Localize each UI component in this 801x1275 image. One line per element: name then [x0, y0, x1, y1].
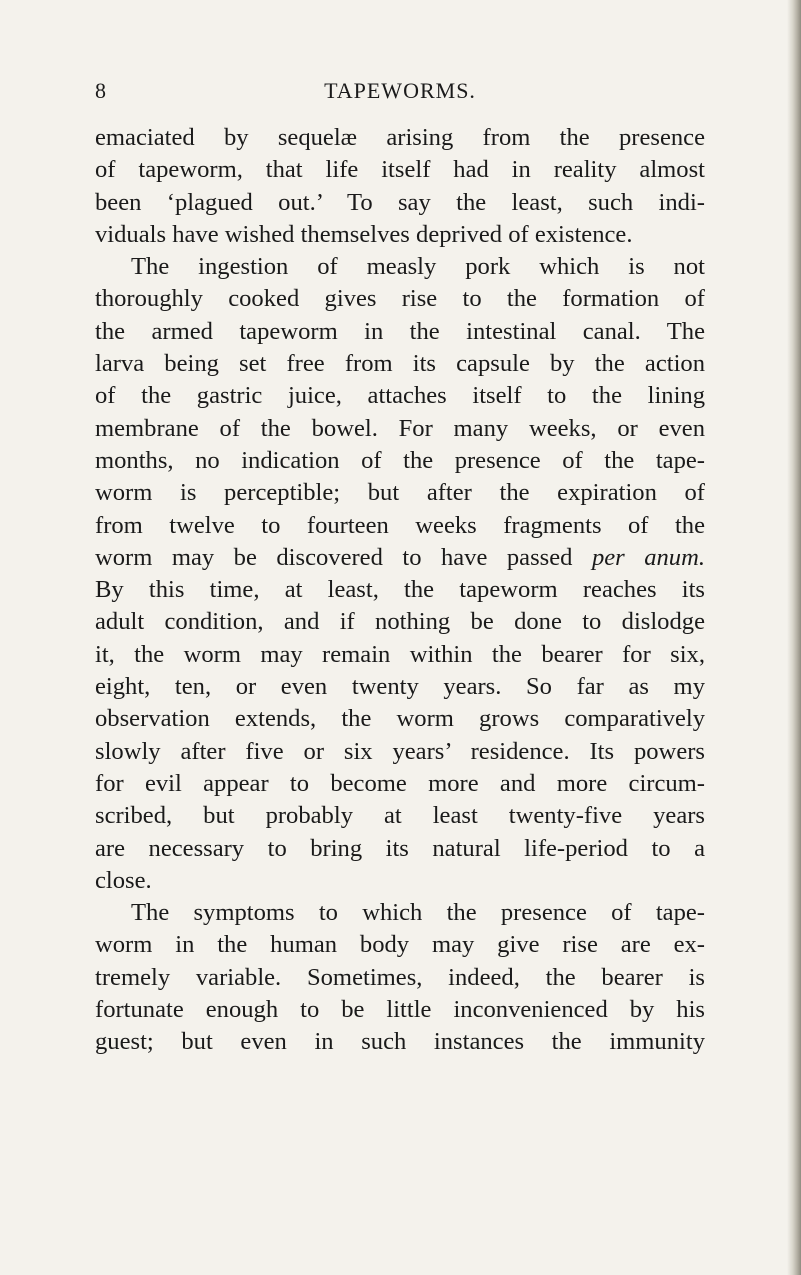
text-line: been ‘plagued out.’ To say the least, such indi- [95, 188, 705, 216]
text-line: adult condition, and if nothing be done to dislodge [95, 608, 705, 636]
text-line: fortunate enough to be little inconvenienced by his [95, 996, 705, 1024]
text-segment: worm may be discovered to have passed [95, 543, 573, 571]
text-line: worm is perceptible; but after the expiration of [95, 479, 705, 507]
page-number: 8 [95, 78, 107, 103]
running-title: TAPEWORMS. [324, 78, 476, 103]
text-line: of the gastric juice, attaches itself to the lining [95, 382, 705, 410]
text-line: months, no indication of the presence of the tape- [95, 446, 705, 474]
text-line: tremely variable. Sometimes, indeed, the bearer is [95, 963, 705, 991]
text-line: of tapeworm, that life itself had in reality almost [95, 156, 705, 184]
text-line: for evil appear to become more and more circum- [95, 769, 705, 797]
page-header [95, 78, 705, 108]
text-line-with-italic [95, 542, 705, 574]
text-line: By this time, at least, the tapeworm reaches its [95, 576, 705, 604]
text-line: The symptoms to which the presence of tape- [131, 899, 705, 927]
text-line: membrane of the bowel. For many weeks, or even [95, 414, 705, 442]
text-line: larva being set free from its capsule by the action [95, 350, 705, 378]
text-line: The ingestion of measly pork which is not [131, 253, 705, 281]
text-line: scribed, but probably at least twenty-five years [95, 802, 705, 830]
text-line: close. [95, 866, 152, 894]
text-line: from twelve to fourteen weeks fragments of the [95, 511, 705, 539]
text-line: worm in the human body may give rise are ex- [95, 931, 705, 959]
text-line: slowly after five or six years’ residence. Its powers [95, 737, 705, 765]
text-line: thoroughly cooked gives rise to the formation of [95, 285, 705, 313]
italic-phrase: per anum. [591, 543, 705, 571]
text-line: observation extends, the worm grows comparatively [95, 705, 705, 733]
text-line: the armed tapeworm in the intestinal canal. The [95, 317, 705, 345]
text-line: guest; but even in such instances the immunity [95, 1028, 705, 1056]
text-line: emaciated by sequelæ arising from the presence [95, 124, 705, 151]
text-line: eight, ten, or even twenty years. So far as my [95, 673, 705, 701]
text-line: are necessary to bring its natural life-period to a [95, 834, 705, 862]
body-text [95, 122, 705, 1059]
text-line: it, the worm may remain within the bearer for six, [95, 640, 705, 668]
page-edge-shadow [787, 0, 801, 1275]
text-line: viduals have wished themselves deprived of existence. [95, 220, 633, 248]
